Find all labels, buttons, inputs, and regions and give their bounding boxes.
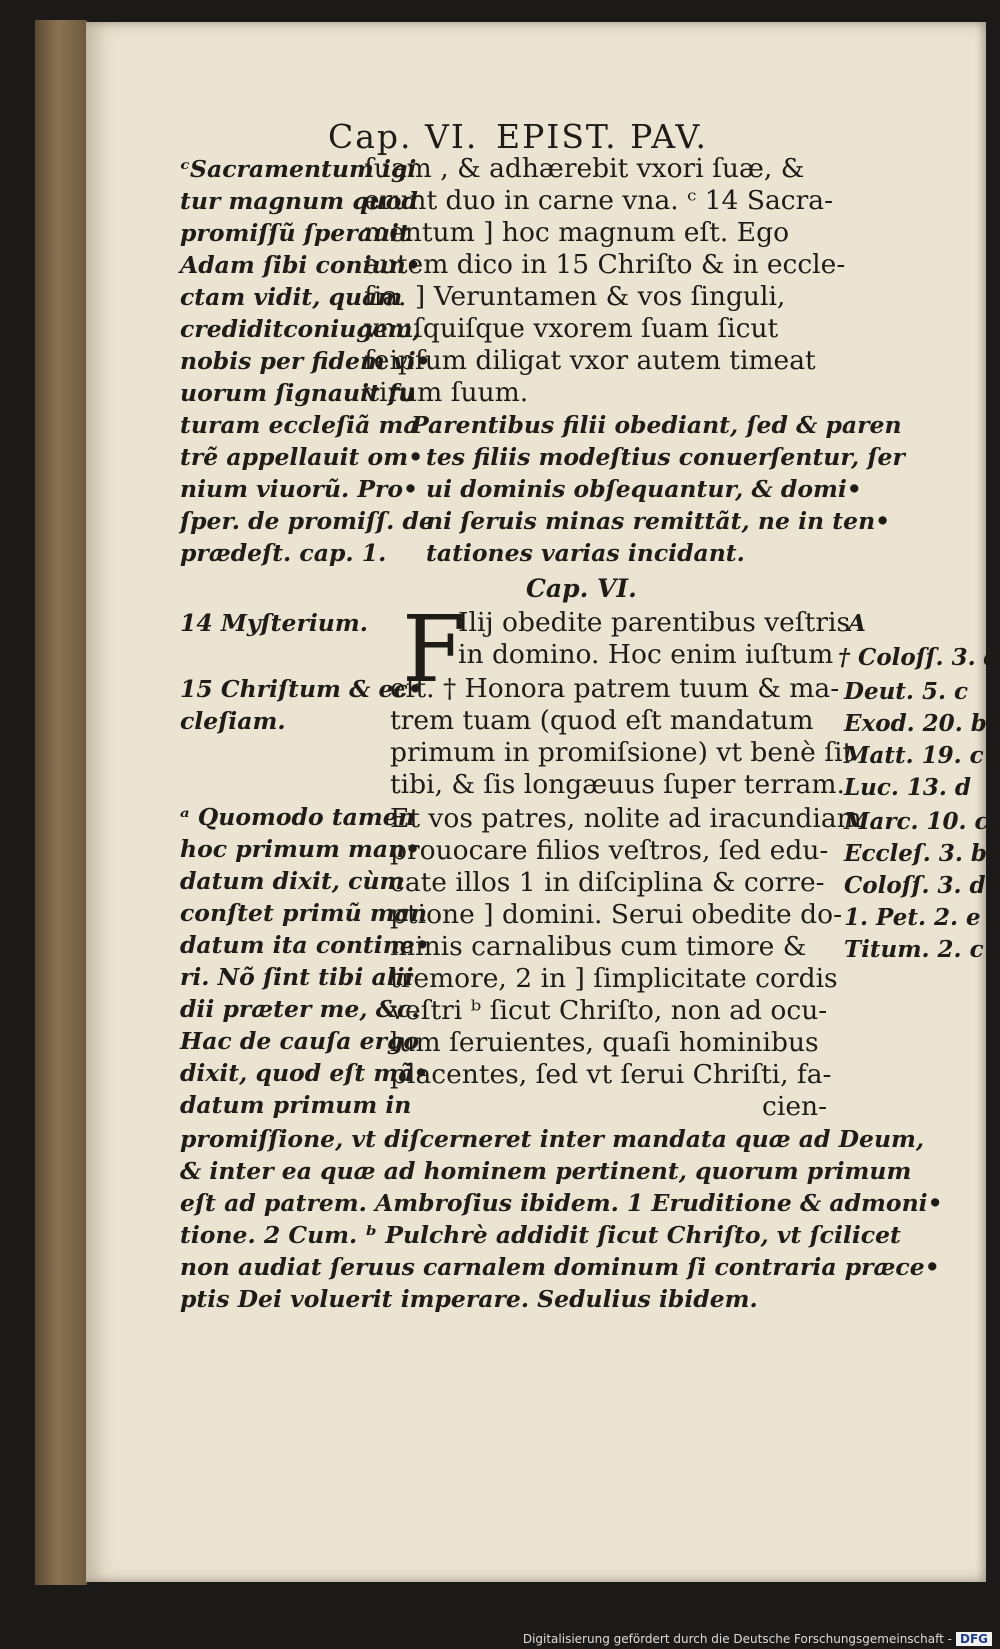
main-text-line: Et vos patres, nolite ad iracundiam [390,803,862,834]
gloss-line: trẽ appellauit om• [180,443,424,471]
gloss-line: Adam ſibi coniun• [180,251,421,279]
drop-cap: F [402,596,466,703]
main-text-line: veſtri ᵇ ſicut Chriſto, non ad ocu- [390,995,828,1026]
gloss-line: datum primum in [180,1091,412,1119]
bottom-gloss-line: promiſſione, vt diſcerneret inter mandata quæ ad Deum, [180,1125,925,1153]
margin-ref: Luc. 13. d [844,774,972,801]
main-text-line: tremore, 2 in ] ſimplicitate cordis [390,963,838,994]
main-text-line: ptione ] domini. Serui obedite do- [390,899,843,930]
gloss-line: ᶜSacramentum igi [180,155,417,183]
gloss-line: Hac de cauſa ergo [180,1027,420,1055]
bottom-gloss-line: & inter ea quæ ad hominem pertinent, quorum primum [180,1157,912,1185]
gloss-line: conſtet primũ man [180,899,428,927]
main-text-line: in domino. Hoc enim iuſtum [458,639,834,670]
gloss-line: datum dixit, cùm [180,867,405,895]
bottom-gloss-line: non audiat ſeruus carnalem dominum ſi contraria præce• [180,1253,940,1281]
main-text-line: prouocare filios veſtros, ſed edu- [390,835,829,866]
chapter-argument-line: ui dominis obſequantur, & domi• [426,475,862,503]
margin-ref: Coloſſ. 3. d [844,872,986,899]
gloss-line: uorum ſignauit fu [180,379,416,407]
gloss-line: ſper. de promiſſ. de [180,507,434,535]
bottom-gloss-line: eſt ad patrem. Ambroſius ibidem. 1 Eruditione & admoni• [180,1189,943,1217]
margin-ref: A [848,610,866,637]
gloss-line: crediditconiugem, [180,315,421,343]
gloss-line: dii præter me, &c. [180,995,420,1023]
chapter-argument-line: tes filiis modeſtius conuerſentur, ſer [426,443,905,471]
bottom-gloss-line: ptis Dei voluerit imperare. Sedulius ibidem. [180,1285,758,1313]
dfg-logo: DFG [956,1632,992,1646]
chapter-title: Cap. VI. [526,574,637,603]
main-text-line: lum ſeruientes, quaſi hominibus [390,1027,819,1058]
gloss-line: nobis per fidem vi• [180,347,431,375]
margin-ref: 1. Pet. 2. e [844,904,981,931]
margin-ref: Exod. 20. b [844,710,987,737]
gloss-note: 14 Myſterium. [180,609,368,637]
catchword: cien- [762,1091,828,1122]
gloss-line: ri. Nõ ſint tibi alii [180,963,414,991]
gloss-line: datum ita contine• [180,931,430,959]
gloss-line: dixit, quod eſt mã• [180,1059,429,1087]
margin-ref: † Coloſſ. 3. d [838,644,1000,671]
main-text-line: eſt. † Honora patrem tuum & ma- [390,673,840,704]
main-text-line: mentum ] hoc magnum eſt. Ego [364,217,790,248]
gloss-line: nium viuorũ. Pro• [180,475,419,503]
main-text-line: erunt duo in carne vna. ᶜ 14 Sacra- [364,185,834,216]
gloss-note: cleſiam. [180,707,286,735]
main-text-line: ſuam , & adhærebit vxori ſuæ, & [364,153,805,184]
main-text-line: virum ſuum. [364,377,529,408]
bottom-gloss-line: tione. 2 Cum. ᵇ Pulchrè addidit ſicut Chriſto, vt ſcilicet [180,1221,901,1249]
main-text-line: autem dico in 15 Chriſto & in eccle- [364,249,846,280]
margin-ref: Matt. 19. c [844,742,984,769]
gloss-line: hoc primum man• [180,835,421,863]
margin-ref: Marc. 10. c [844,808,989,835]
running-header-left: Cap. VI. [328,117,479,156]
gloss-line: tur magnum quod [180,187,418,215]
main-text-line: ſia. ] Veruntamen & vos ſinguli, [364,281,786,312]
running-header-right: EPIST. PAV. [496,117,708,156]
gloss-note: 15 Chriſtum & ec• [180,675,423,703]
main-text-line: ſeipſum diligat vxor autem timeat [364,345,816,376]
main-text-line: placentes, ſed vt ſerui Chriſti, fa- [390,1059,832,1090]
margin-ref: Titum. 2. c [844,936,984,963]
gloss-line: promiſſũ ſperauit [180,219,410,247]
gloss-line: ᵃ Quomodo tamen [180,803,415,831]
main-text-line: trem tuam (quod eſt mandatum [390,705,814,736]
chapter-argument-line: ni ſeruis minas remittãt, ne in ten• [426,507,891,535]
gloss-line: turam eccleſiã ma [180,411,419,439]
main-text-line: minis carnalibus cum timore & [390,931,807,962]
digitization-credit [523,1632,992,1646]
main-text-line: Ilij obedite parentibus veſtris [458,607,851,638]
chapter-argument-line: Parentibus filii obediant, ſed & paren [411,411,902,439]
margin-ref: Eccleſ. 3. b [844,840,987,867]
main-text-line: vnuſquiſque vxorem ſuam ſicut [364,313,779,344]
book-page [86,22,1000,1582]
credit-text: Digitalisierung gefördert durch die Deutsche Forschungsgemeinschaft - [522,1632,952,1646]
main-text-line: primum in promiſsione) vt benè ſit [390,737,854,768]
main-text-line: cate illos 1 in diſciplina & corre- [390,867,825,898]
book-binding [35,20,87,1585]
gloss-line: prædeſt. cap. 1. [180,539,387,567]
margin-ref: Deut. 5. c [844,678,968,705]
chapter-argument-line: tationes varias incidant. [426,539,745,567]
gloss-line: ctam vidit, quam [180,283,403,311]
main-text-line: tibi, & ſis longæuus ſuper terram. [390,769,845,800]
